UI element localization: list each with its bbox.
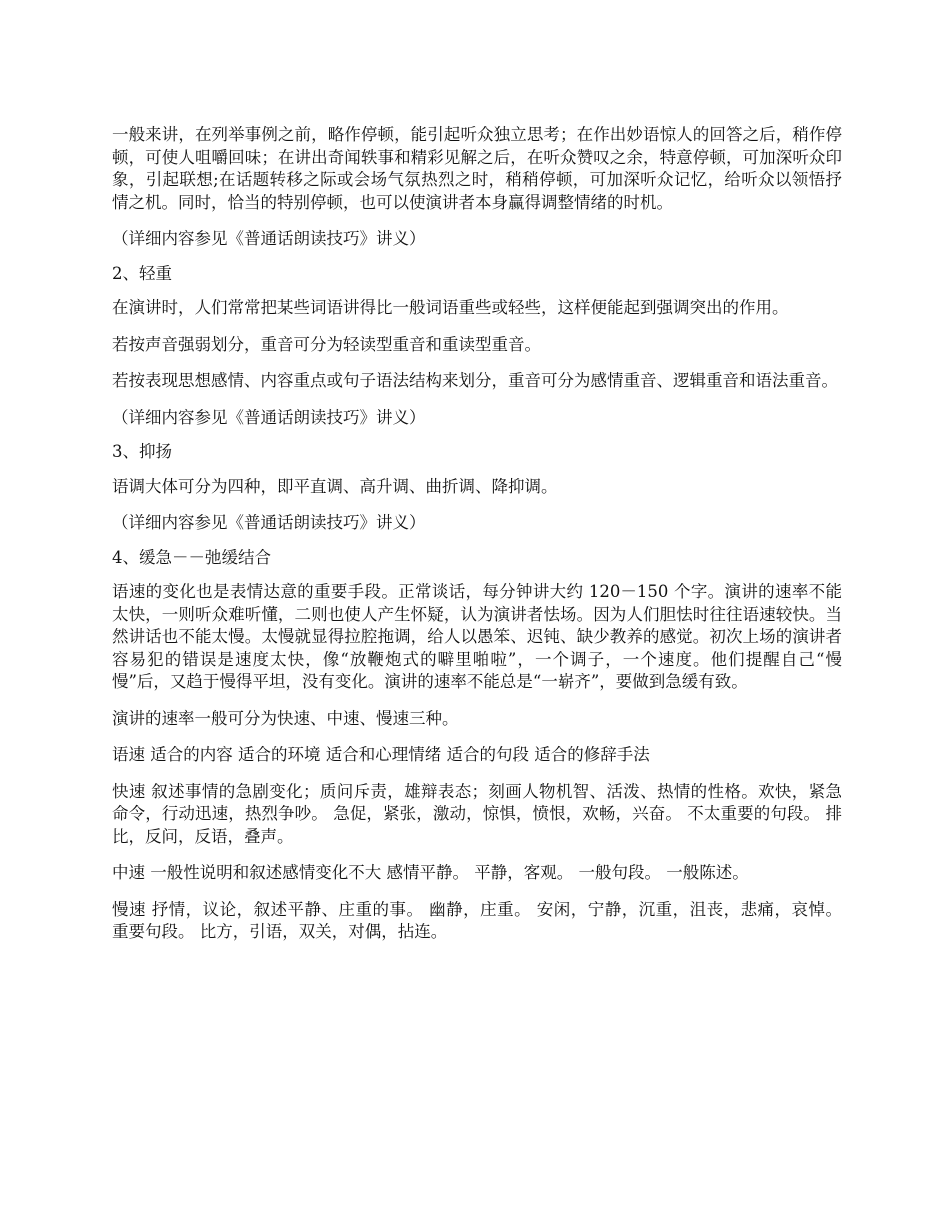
paragraph-stress-intro: 在演讲时，人们常常把某些词语讲得比一般词语重些或轻些，这样便能起到强调突出的作用。 — [112, 298, 789, 317]
pace-table-row-fast: 快速 叙述事情的急剧变化；质问斥责，雄辩表态；刻画人物机智、活泼、热情的性格。欢快，紧急命令，行动迅速，热烈争吵。 急促，紧张，激动，惊惧，愤恨，欢畅，兴奋。 不太重要的句段。 排比，反问，反语，叠声。 — [112, 781, 842, 846]
pace-table-row-slow: 慢速 抒情，议论，叙述平静、庄重的事。 幽静，庄重。 安闲，宁静，沉重，沮丧，悲痛，哀悼。 重要句段。 比方，引语，双关，对偶，拈连。 — [112, 899, 842, 941]
paragraph-stress-by-volume: 若按声音强弱划分，重音可分为轻读型重音和重读型重音。 — [112, 334, 541, 354]
section-heading-pace: 4、缓急－－弛缓结合 — [112, 547, 271, 567]
paragraph-pause-usage: 一般来讲，在列举事例之前，略作停顿，能引起听众独立思考；在作出妙语惊人的回答之后，稍作停顿，可使人咀嚼回味；在讲出奇闻轶事和精彩见解之后，在听众赞叹之余，特意停顿，可加深听众印象，引起联想;在话题转移之际或会场气氛热烈之时，稍稍停顿，可加深听众记忆，给听众以领悟抒情之机。同时，恰当的特别停顿，也可以使演讲者本身赢得调整情绪的时机。 — [112, 125, 842, 212]
reference-note: （详细内容参见《普通话朗读技巧》讲义） — [112, 513, 426, 532]
document-page — [112, 124, 842, 958]
section-heading-intonation: 3、抑扬 — [112, 442, 172, 461]
paragraph-pace-types: 演讲的速率一般可分为快速、中速、慢速三种。 — [112, 708, 459, 728]
paragraph-stress-by-content: 若按表现思想感情、内容重点或句子语法结构来划分，重音可分为感情重音、逻辑重音和语法重音。 — [112, 371, 838, 390]
reference-note: （详细内容参见《普通话朗读技巧》讲义） — [112, 229, 426, 248]
paragraph-pace-intro: 语速的变化也是表情达意的重要手段。正常谈话，每分钟讲大约 120－150 个字。演讲的速率不能太快，一则听众难听懂，二则也使人产生怀疑，认为演讲者怯场。因为人们胆怯时往往语速较快。当然讲话也不能太慢。太慢就显得拉腔拖调，给人以愚笨、迟钝、缺少教养的感觉。初次上场的演讲者容易犯的错误是速度太快，像“放鞭炮式的噼里啪啦”，一个调子，一个速度。他们提醒自己“慢慢”后，又趋于慢得平坦，没有变化。演讲的速率不能总是“一崭齐”，要做到急缓有致。 — [112, 582, 842, 691]
pace-table-header: 语速 适合的内容 适合的环境 适合和心理情绪 适合的句段 适合的修辞手法 — [112, 745, 650, 764]
paragraph-intonation-types: 语调大体可分为四种，即平直调、高升调、曲折调、降抑调。 — [112, 476, 558, 496]
section-heading-stress: 2、轻重 — [112, 263, 172, 283]
reference-note: （详细内容参见《普通话朗读技巧》讲义） — [112, 407, 426, 427]
pace-table-row-medium: 中速 一般性说明和叙述感情变化不大 感情平静。 平静，客观。 一般句段。 一般陈述。 — [112, 863, 749, 882]
